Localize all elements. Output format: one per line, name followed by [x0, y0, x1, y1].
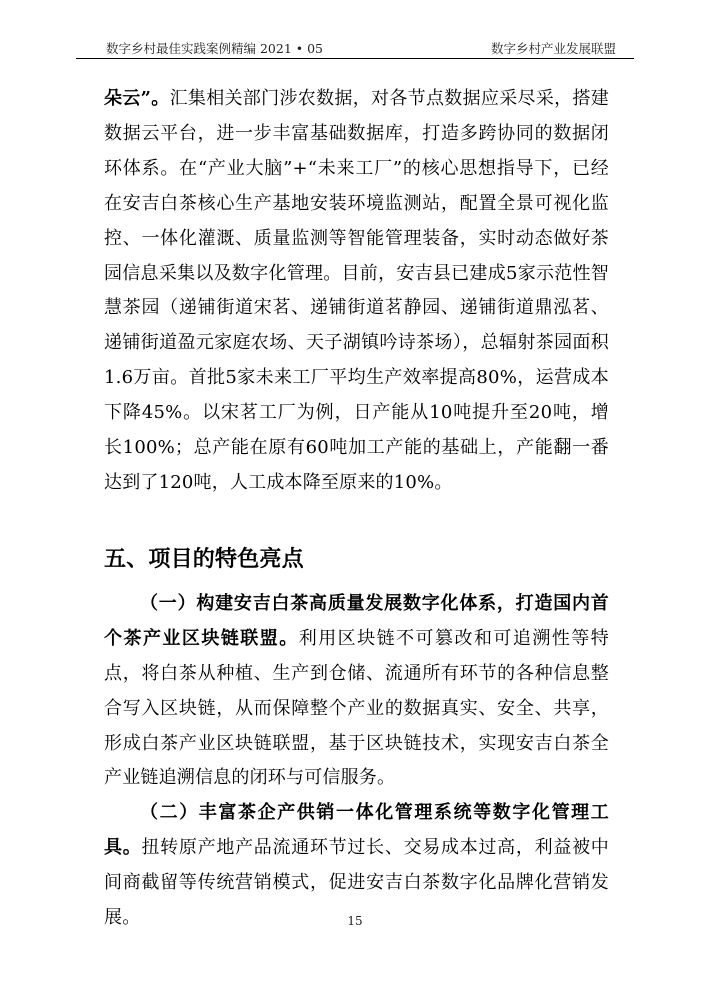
paragraph-2-bold-lead: （一）构建安吉白茶高质量发展数字化体系，打造国内首个茶产业区块链联盟。 — [104, 592, 609, 649]
header-publication-title: 数字乡村最佳实践案例精编 2021 • 05 — [106, 41, 324, 56]
page-number: 15 — [347, 914, 363, 928]
paragraph-3-bold-lead: （二）丰富茶企产供销一体化管理系统等数字化管理工具。 — [104, 802, 609, 859]
running-header — [76, 36, 634, 59]
paragraph-3-text: 扭转原产地产品流通环节过长、交易成本过高，利益被中间商截留等传统营销模式，促进安吉白茶数字化品牌化营销发展。 — [104, 837, 609, 929]
paragraph-1-text: 汇集相关部门涉农数据，对各节点数据应采尽采，搭建数据云平台，进一步丰富基础数据库，打造多跨协同的数据闭环体系。在“产业大脑”+“未来工厂”的核心思想指导下，已经在安吉白茶核心生产基地安装环境监测站，配置全景可视化监控、一体化灌溉、质量监测等智能管理装备，实时动态做好茶园信息采集以及数字化管理。目前，安吉县已建成5家示范性智慧茶园（递铺街道宋茗、递铺街道茗静园、递铺街道鼎泓茗、递铺街道盈元家庭农场、天子湖镇吟诗茶场），总辐射茶园面积1.6万亩。首批5家未来工厂平均生产效率提高80%，运营成本下降45%。以宋茗工厂为例，日产能从10吨提升至20吨，增长100%；总产能在原有60吨加工产能的基础上，产能翻一番达到了120吨，人工成本降至原来的10%。 — [104, 88, 609, 493]
paragraph-1-bold-lead: 朵云”。 — [104, 88, 170, 109]
paragraph-2-text: 利用区块链不可篡改和可追溯性等特点，将白茶从种植、生产到仓储、流通所有环节的各种信息整合写入区块链，从而保障整个产业的数据真实、安全、共享，形成白茶产业区块链联盟，基于区块链技术，实现安吉白茶全产业链追溯信息的闭环与可信服务。 — [104, 627, 609, 789]
header-organization: 数字乡村产业发展联盟 — [490, 41, 616, 56]
paragraph-2 — [104, 587, 609, 796]
paragraph-1 — [104, 82, 609, 501]
section-title: 五、项目的特色亮点 — [104, 546, 304, 572]
page-body — [104, 82, 609, 936]
